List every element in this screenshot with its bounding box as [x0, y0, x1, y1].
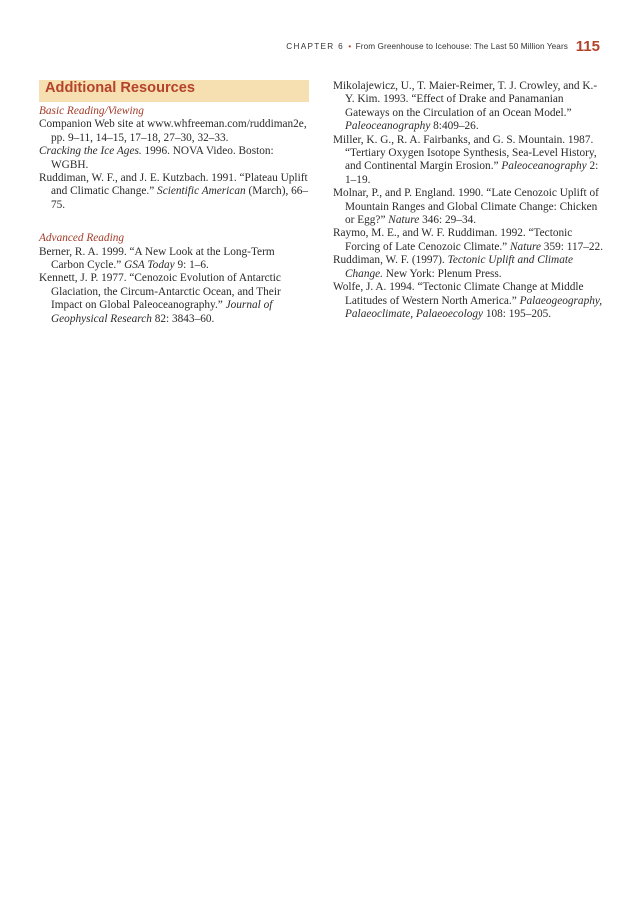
basic-reading-heading: Basic Reading/Viewing — [39, 105, 144, 117]
reference-entry — [333, 134, 603, 188]
reference-entry — [39, 246, 309, 273]
basic-reading-list — [39, 118, 309, 212]
reference-segment: Miller, K. G., R. A. Fairbanks, and G. S. Mountain. 1987. “Tertiary Oxygen Isotope Synthesis, Sea-Level History, and Continental Margin Erosion.” — [333, 133, 597, 173]
reference-segment: (March), 66–75. — [51, 185, 309, 211]
resources-title-bar — [39, 80, 309, 102]
reference-entry — [333, 281, 603, 321]
reference-list — [333, 80, 603, 321]
reference-italic-segment: Tectonic Uplift and Climate Change. — [345, 254, 574, 280]
reference-italic-segment: Scientific American — [157, 185, 246, 198]
reference-segment: 82: 3843–60. — [151, 312, 215, 325]
reference-segment: 2: 1–19. — [345, 160, 599, 186]
resources-title: Additional Resources — [45, 80, 196, 96]
right-column — [333, 80, 603, 321]
reference-segment: New York: Plenum Press. — [382, 267, 502, 280]
reference-segment: Raymo, M. E., and W. F. Ruddiman. 1992. “Tectonic Forcing of Late Cenozoic Climate.” — [333, 227, 573, 253]
reference-italic-segment: Nature — [510, 240, 541, 253]
reference-italic-segment: Journal of Geophysical Research — [51, 299, 273, 325]
chapter-title: From Greenhouse to Icehouse: The Last 50 Million Years — [355, 42, 568, 51]
chapter-label: CHAPTER 6 — [286, 42, 344, 51]
reference-italic-segment: Paleoceanography — [501, 160, 587, 173]
reference-segment: 108: 195–205. — [483, 307, 552, 320]
reference-segment: Companion Web site at www.whfreeman.com/ruddiman2e, pp. 9–11, 14–15, 17–18, 27–30, 32–33. — [39, 118, 307, 144]
reference-segment: 1996. NOVA Video. Boston: WGBH. — [51, 145, 274, 171]
reference-segment: Kennett, J. P. 1977. “Cenozoic Evolution of Antarctic Glaciation, the Circum-Antarctic Ocean, and Their Impact on Global Paleoceanography.” — [39, 272, 281, 312]
reference-segment: Wolfe, J. A. 1994. “Tectonic Climate Change at Middle Latitudes of Western North America.” — [333, 281, 584, 307]
reference-italic-segment: Cracking the Ice Ages. — [39, 145, 142, 158]
reference-segment: Ruddiman, W. F. (1997). — [333, 254, 448, 267]
bullet-separator: • — [348, 42, 352, 51]
reference-segment: 8:409–26. — [430, 120, 479, 133]
reference-entry — [333, 187, 603, 227]
reference-segment: Molnar, P., and P. England. 1990. “Late Cenozoic Uplift of Mountain Ranges and Global Climate Change: Chicken or Egg?” — [333, 187, 599, 227]
reference-italic-segment: GSA Today — [124, 259, 175, 272]
advanced-reading-heading: Advanced Reading — [39, 232, 125, 245]
reference-segment: 346: 29–34. — [419, 214, 477, 227]
page-number: 115 — [575, 38, 600, 55]
reference-entry — [333, 254, 603, 281]
reference-segment: Ruddiman, W. F., and J. E. Kutzbach. 1991. “Plateau Uplift and Climatic Change.” — [39, 172, 308, 198]
reference-segment: Mikolajewicz, U., T. Maier-Reimer, T. J. Crowley, and K.-Y. Kim. 1993. “Effect of Drake and Panamanian Gateways on the Circulation of an Ocean Model.” — [333, 80, 598, 119]
reference-italic-segment: Palaeogeography, Palaeoclimate, Palaeoecology — [345, 294, 603, 320]
reference-entry — [39, 118, 309, 145]
running-head — [0, 38, 640, 58]
reference-italic-segment: Nature — [388, 214, 420, 227]
chapter-line — [286, 42, 568, 51]
reference-segment: Berner, R. A. 1999. “A New Look at the Long-Term Carbon Cycle.” — [39, 245, 275, 272]
reference-entry — [333, 80, 603, 134]
reference-segment: 9: 1–6. — [174, 259, 209, 272]
advanced-reading-list — [39, 246, 309, 326]
reference-segment: 359: 117–22. — [540, 240, 604, 253]
left-column — [39, 80, 309, 326]
reference-entry — [333, 227, 603, 254]
reference-entry — [39, 172, 309, 212]
reference-italic-segment: Paleoceanography — [345, 120, 431, 133]
reference-entry — [39, 145, 309, 172]
reference-entry — [39, 272, 309, 326]
